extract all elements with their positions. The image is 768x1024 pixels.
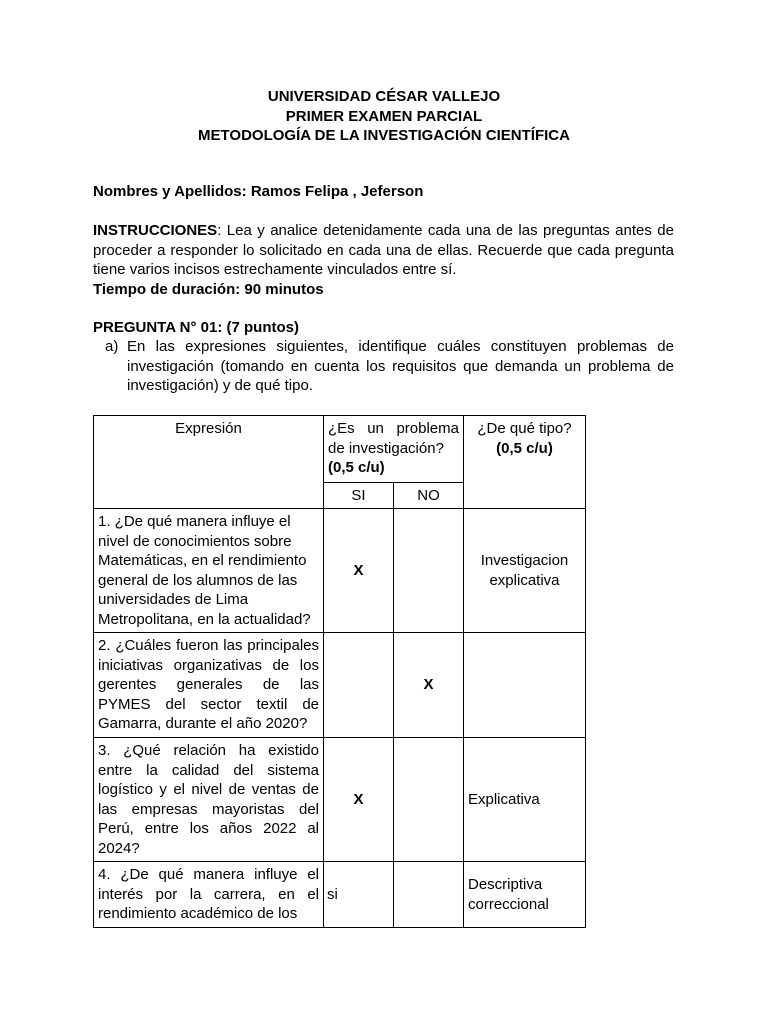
- header-type-points: (0,5 c/u): [496, 439, 553, 457]
- row-3-type: Explicativa: [464, 738, 586, 862]
- table-row: [94, 633, 586, 738]
- exam-title: PRIMER EXAMEN PARCIAL: [285, 107, 483, 125]
- header-expression: Expresión: [94, 416, 324, 509]
- problems-table: [93, 415, 586, 928]
- row-1-si: X: [324, 509, 394, 633]
- row-4-no: [394, 862, 464, 928]
- row-4-type: Descriptiva correccional: [464, 862, 586, 928]
- row-1-expression: 1. ¿De qué manera influye el nivel de conocimientos sobre Matemáticas, en el rendimiento general de los alumnos de las universidades de Lima Metropolitana, en la actualidad?: [94, 509, 324, 633]
- student-name-label: Nombres y Apellidos:: [93, 183, 247, 200]
- table-row: [94, 738, 586, 862]
- row-2-si: [324, 633, 394, 738]
- exam-duration: Tiempo de duración: 90 minutos: [93, 281, 324, 298]
- instructions-text: : Lea y analice detenidamente cada una de las preguntas antes de proceder a responder lo solicitado en cada una de ellas. Recuerde que cada pregunta tiene varios incisos estrechamente vinculados entre sí.: [93, 222, 674, 278]
- row-3-no: [394, 738, 464, 862]
- header-no: NO: [394, 483, 464, 509]
- table-row: [94, 862, 586, 928]
- question-1-item-a: [105, 337, 674, 396]
- course-title: METODOLOGÍA DE LA INVESTIGACIÓN CIENTÍFICA: [198, 127, 570, 144]
- university-name: UNIVERSIDAD CÉSAR VALLEJO: [267, 88, 501, 105]
- row-3-expression: 3. ¿Qué relación ha existido entre la calidad del sistema logístico y el nivel de ventas de las empresas mayoristas del Perú, entre los años 2022 al 2024?: [94, 738, 324, 862]
- header-is-problem-points: (0,5 c/u): [328, 459, 385, 476]
- table-row: [94, 509, 586, 633]
- header-is-problem-text: ¿Es un problema de investigación?: [328, 420, 459, 457]
- table-header-row: [94, 416, 586, 483]
- row-1-type: Investigacion explicativa: [464, 509, 586, 633]
- instructions-paragraph: [93, 221, 674, 280]
- row-3-si: X: [324, 738, 394, 862]
- item-a-text: En las expresiones siguientes, identifique cuáles constituyen problemas de investigación (tomando en cuenta los requisitos que demanda un problema de investigación) y de qué tipo.: [127, 338, 674, 394]
- row-1-no: [394, 509, 464, 633]
- item-a-label: a): [105, 338, 119, 355]
- header-type-text: ¿De qué tipo?: [477, 420, 572, 437]
- row-4-si: si: [324, 862, 394, 928]
- student-name-line: [93, 182, 674, 202]
- question-1-title: PREGUNTA N° 01: (7 puntos): [93, 319, 300, 336]
- document-header: [0, 87, 768, 146]
- header-is-problem: [324, 416, 464, 483]
- row-2-expression: 2. ¿Cuáles fueron las principales iniciativas organizativas de los gerentes generales de las PYMES del sector textil de Gamarra, durante el año 2020?: [94, 633, 324, 738]
- row-2-type: [464, 633, 586, 738]
- student-name-value: Ramos Felipa , Jeferson: [250, 183, 424, 200]
- header-si: SI: [324, 483, 394, 509]
- header-type: [464, 416, 586, 509]
- instructions-label: INSTRUCCIONES: [93, 222, 218, 239]
- row-4-expression: 4. ¿De qué manera influye el interés por la carrera, en el rendimiento académico de los: [94, 862, 324, 928]
- row-2-no: X: [394, 633, 464, 738]
